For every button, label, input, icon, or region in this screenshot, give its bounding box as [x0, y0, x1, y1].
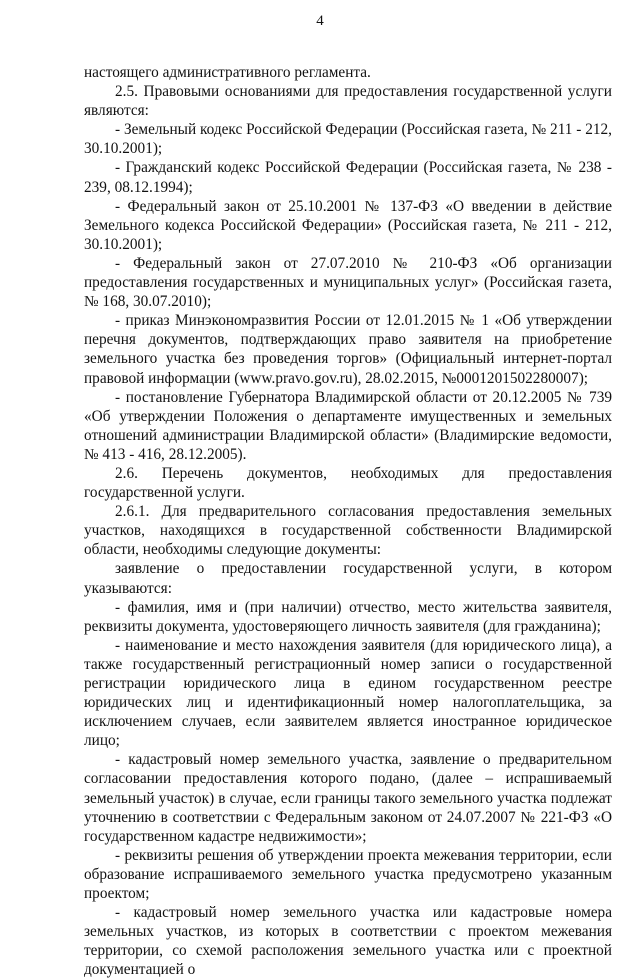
paragraph-2-6-heading: 2.6. Перечень документов, необходимых для предоставления государственной услуги. — [84, 464, 612, 502]
list-item-federal-law-137: - Федеральный закон от 25.10.2001 № 137-ФЗ «О введении в действие Земельного кодекса Российской Федерации» (Российская газета, № 211 - 212, 30.10.2001); — [84, 197, 612, 253]
page-number: 4 — [316, 13, 324, 29]
list-item-legal-entity: - наименование и место нахождения заявителя (для юридического лица), а также государственный регистрационный номер записи о государственной регистрации юридического лица в едином государственном реестре юридических лиц и идентификационный номер налогоплательщика, за исключением случаев, если заявителем является иностранное юридическое лицо; — [84, 636, 612, 750]
list-item-survey-project: - реквизиты решения об утверждении проекта межевания территории, если образование испрашиваемого земельного участка предусмотрено указанным проектом; — [84, 846, 612, 903]
document-body — [84, 63, 612, 980]
paragraph-2-6-1: 2.6.1. Для предварительного согласования предоставления земельных участков, находящихся в государственной собственности Владимирской области, необходимы следующие документы: — [84, 503, 612, 559]
list-item-governor-resolution: - постановление Губернатора Владимирской области от 20.12.2005 № 739 «Об утверждении Положения о департаменте имущественных и земельных отношений администрации Владимирской области» (Владимирские ведомости, № 413 - 416, 28.12.2005). — [84, 388, 612, 463]
list-item-civil-code: - Гражданский кодекс Российской Федерации (Российская газета, № 238 - 239, 08.12.1994); — [84, 159, 612, 196]
paragraph-2-5-heading: 2.5. Правовыми основаниями для предоставления государственной услуги являются: — [84, 83, 612, 120]
list-item-source-parcels: - кадастровый номер земельного участка или кадастровые номера земельных участков, из которых в соответствии с проектом межевания территории, со схемой расположения земельного участка или с проектной документацией о — [84, 904, 612, 979]
list-item-ministry-order: - приказ Минэкономразвития России от 12.01.2015 № 1 «Об утверждении перечня документов, подтверждающих право заявителя на приобретение земельного участка без проведения торгов» (Официальный интернет-портал правовой информации (www.pravo.gov.ru), 28.02.2015, №0001201502280007); — [84, 312, 612, 387]
list-item-cadastral-number: - кадастровый номер земельного участка, заявление о предварительном согласовании предоставления которого подано, (далее – испрашиваемый земельный участок) в случае, если границы такого земельного участка подлежат уточнению в соответствии с Федеральным законом от 24.07.2007 № 221-ФЗ «О государственном кадастре недвижимости»; — [84, 751, 612, 845]
list-item-land-code: - Земельный кодекс Российской Федерации (Российская газета, № 211 - 212, 30.10.2001); — [84, 121, 612, 158]
paragraph-application-intro: заявление о предоставлении государственной услуги, в котором указываются: — [84, 560, 612, 597]
paragraph-regulation-end: настоящего административного регламента. — [84, 64, 371, 81]
list-item-federal-law-210: - Федеральный закон от 27.07.2010 № 210-ФЗ «Об организации предоставления государственных и муниципальных услуг» (Российская газета, № 168, 30.07.2010); — [84, 254, 612, 311]
list-item-applicant-name: - фамилия, имя и (при наличии) отчество, место жительства заявителя, реквизиты документа, удостоверяющего личность заявителя (для гражданина); — [84, 598, 612, 635]
